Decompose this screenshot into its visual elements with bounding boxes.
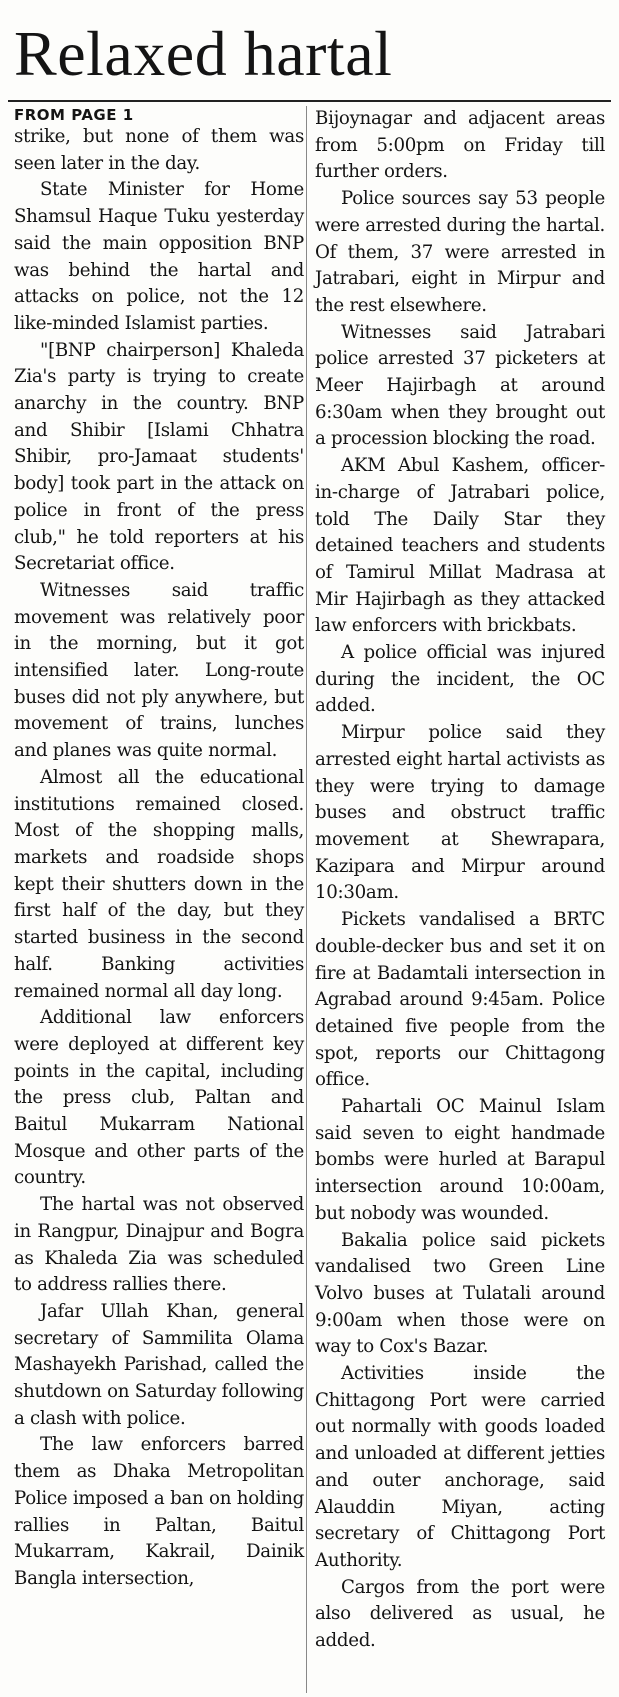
paragraph: AKM Abul Kashem, officer-in-charge of Jatrabari police, told The Daily Star they detained teachers and students of Tamirul Millat Madrasa at Mir Hajirbagh as they attacked law enforcers with brickbats. xyxy=(315,455,605,637)
column-divider xyxy=(306,106,307,1693)
paragraph: Pahartali OC Mainul Islam said seven to eight handmade bombs were hurled at Barapul intersection around 10:00am, but nobody was wounded. xyxy=(315,1096,605,1224)
paragraph: The law enforcers barred them as Dhaka Metropolitan Police imposed a ban on holding rallies in Paltan, Baitul Mukarram, Kakrail, Dainik Bangla intersection, xyxy=(14,1434,304,1589)
paragraph: State Minister for Home Shamsul Haque Tuku yesterday said the main opposition BNP was behind the hartal and attacks on police, not the 12 like-minded Islamist parties. xyxy=(14,179,304,334)
article-column-right xyxy=(315,106,605,1655)
paragraph: Activities inside the Chittagong Port were carried out normally with goods loaded and unloaded at different jetties and outer anchorage, said Alauddin Miyan, acting secretary of Chittagong Port Authority. xyxy=(315,1363,605,1571)
paragraph: Cargos from the port were also delivered as usual, he added. xyxy=(315,1576,605,1652)
headline: Relaxed hartal xyxy=(14,18,393,89)
paragraph: Witnesses said traffic movement was relatively poor in the morning, but it got intensified later. Long-route buses did not ply anywhere, but movement of trains, lunches and planes was quite normal. xyxy=(14,579,304,762)
paragraph: Bakalia police said pickets vandalised two Green Line Volvo buses at Tulatali around 9:00am when those were on way to Cox's Bazar. xyxy=(315,1229,605,1358)
paragraph: strike, but none of them was seen later in the day. xyxy=(14,126,304,174)
headline-rule xyxy=(8,100,611,102)
paragraph: Police sources say 53 people were arrested during the hartal. Of them, 37 were arrested in Jatrabari, eight in Mirpur and the rest elsewhere. xyxy=(315,188,605,316)
paragraph: Jafar Ullah Khan, general secretary of Sammilita Olama Mashayekh Parishad, called the shutdown on Saturday following a clash with police. xyxy=(14,1300,304,1429)
paragraph: A police official was injured during the incident, the OC added. xyxy=(315,642,605,717)
paragraph: "[BNP chairperson] Khaleda Zia's party is trying to create anarchy in the country. BNP and Shibir [Islami Chhatra Shibir, pro-Jamaat students' body] took part in the attack on police in front of the press club," he told reporters at his Secretariat office. xyxy=(14,339,304,575)
article-column-left xyxy=(14,106,304,1593)
paragraph: Almost all the educational institutions remained closed. Most of the shopping malls, markets and roadside shops kept their shutters down in the first half of the day, but they started business in the second half. Banking activities remained normal all day long. xyxy=(14,766,304,1002)
paragraph: Pickets vandalised a BRTC double-decker bus and set it on fire at Badamtali intersection in Agrabad around 9:45am. Police detained five people from the spot, reports our Chittagong office. xyxy=(315,909,605,1091)
paragraph: The hartal was not observed in Rangpur, Dinajpur and Bogra as Khaleda Zia was scheduled to address rallies there. xyxy=(14,1194,304,1296)
paragraph: Bijoynagar and adjacent areas from 5:00pm on Friday till further orders. xyxy=(315,108,605,183)
continuation-kicker: FROM PAGE 1 xyxy=(14,106,134,124)
paragraph: Additional law enforcers were deployed at different key points in the capital, including the press club, Paltan and Baitul Mukarram National Mosque and other parts of the country. xyxy=(14,1007,304,1189)
paragraph: Mirpur police said they arrested eight hartal activists as they were trying to damage buses and obstruct traffic movement at Shewrapara, Kazipara and Mirpur around 10:30am. xyxy=(315,722,605,904)
paragraph: Witnesses said Jatrabari police arrested 37 picketers at Meer Hajirbagh at around 6:30am when they brought out a procession blocking the road. xyxy=(315,321,605,450)
